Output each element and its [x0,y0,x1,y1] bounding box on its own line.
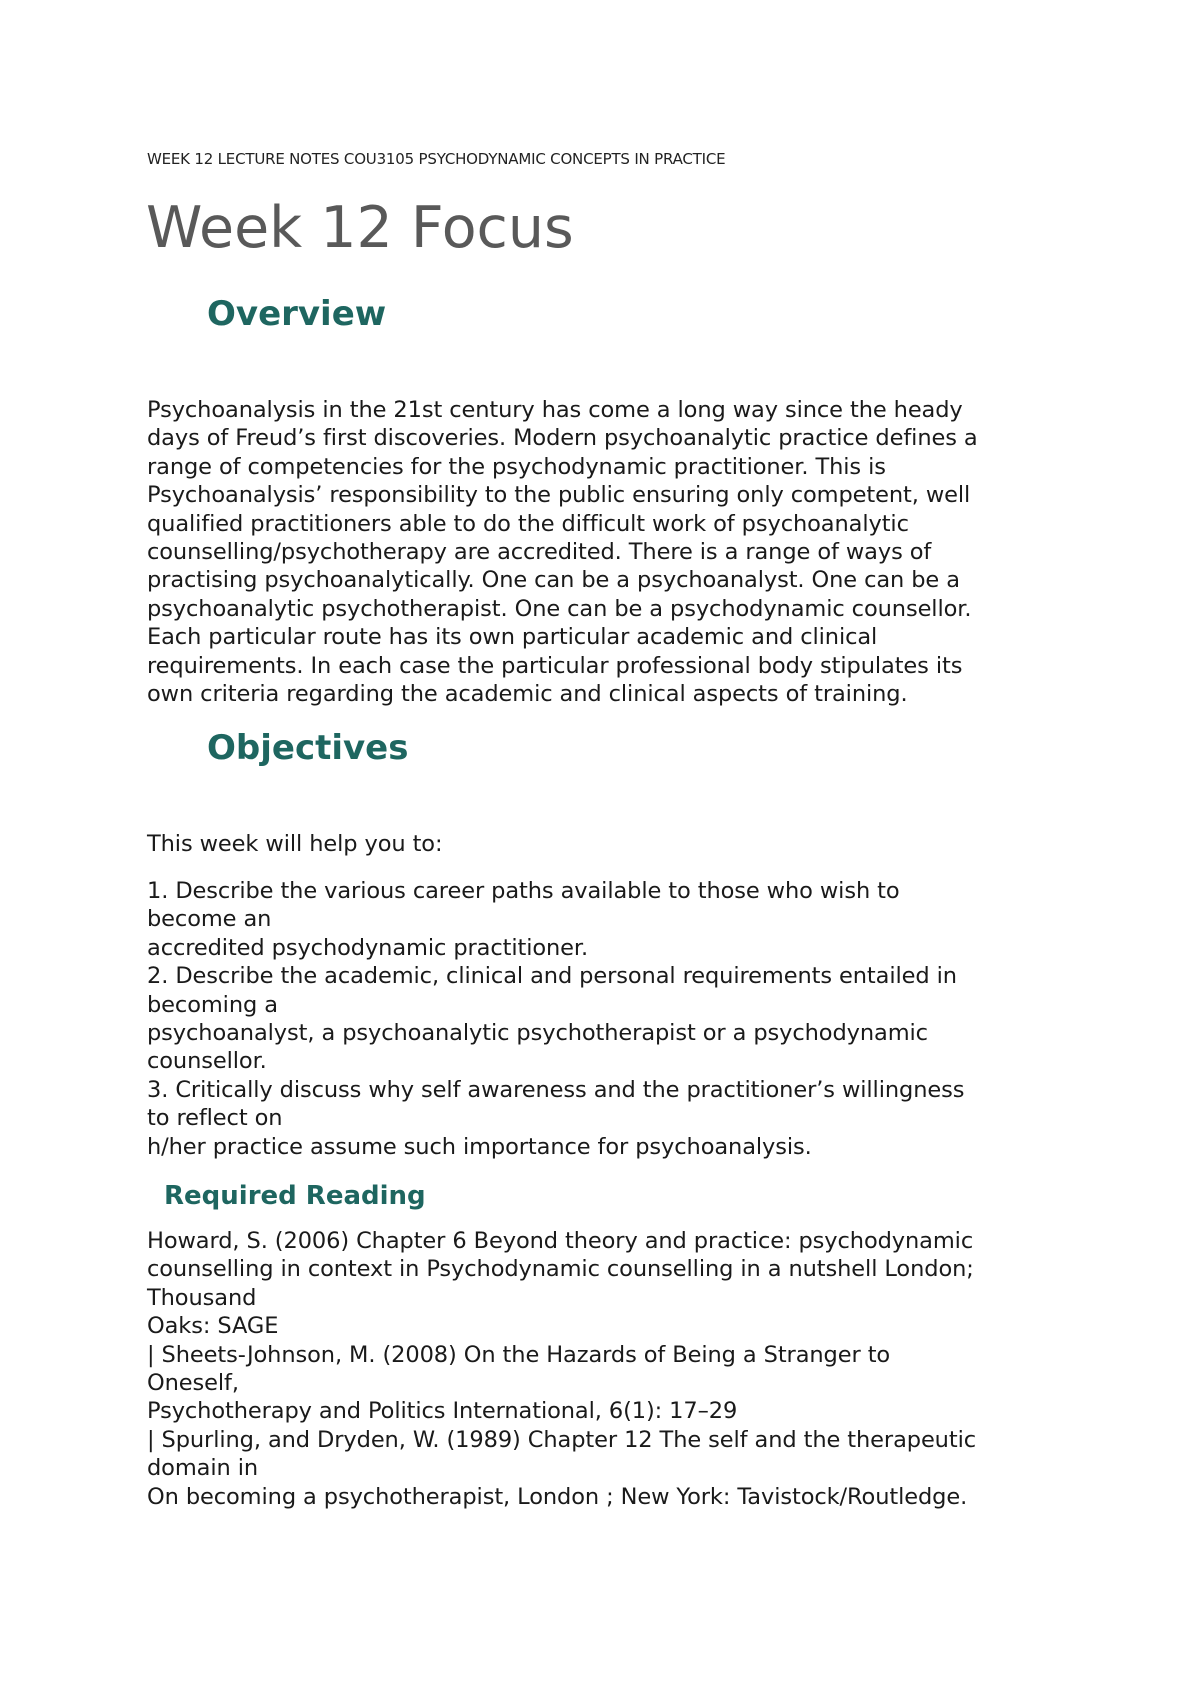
objective-line: 1. Describe the various career paths available to those who wish to [147,878,900,904]
reading-line: Psychotherapy and Politics International, 6(1): 17–29 [147,1398,738,1425]
overview-line: Psychoanalysis’ responsibility to the public ensuring only competent, well [147,482,971,509]
overview-line: practising psychoanalytically. One can be a psychoanalyst. One can be a [147,567,960,594]
overview-line: own criteria regarding the academic and clinical aspects of training. [147,681,908,708]
overview-line: Psychoanalysis in the 21st century has come a long way since the heady [147,397,963,423]
reading-line: | Sheets-Johnson, M. (2008) On the Hazards of Being a Stranger to [147,1341,891,1368]
overview-line: counselling/psychotherapy are accredited. There is a range of ways of [147,539,932,566]
objective-line: psychoanalyst, a psychoanalytic psychotherapist or a psychodynamic [147,1020,928,1047]
overview-line: qualified practitioners able to do the difficult work of psychoanalytic [147,510,909,537]
objective-line: to reflect on [147,1105,283,1132]
overview-line: psychoanalytic psychotherapist. One can be a psychodynamic counsellor. [147,595,972,622]
overview-line: Each particular route has its own particular academic and clinical [147,624,878,651]
objective-line: 3. Critically discuss why self awareness and the practitioner’s willingness [147,1076,965,1103]
document-header: WEEK 12 LECTURE NOTES COU3105 PSYCHODYNAMIC CONCEPTS IN PRACTICE [147,150,726,168]
page-title: Week 12 Focus [146,195,574,261]
reading-line: On becoming a psychotherapist, London ; New York: Tavistock/Routledge. [147,1483,968,1510]
overview-line: requirements. In each case the particular professional body stipulates its [147,652,963,679]
reading-line: Howard, S. (2006) Chapter 6 Beyond theory and practice: psychodynamic [147,1228,974,1254]
objectives-list [147,877,1077,1161]
objective-line: become an [147,906,272,933]
reading-line: Oneself, [147,1370,239,1397]
overview-line: range of competencies for the psychodynamic practitioner. This is [147,453,886,480]
overview-heading: Overview [207,294,387,334]
objective-line: h/her practice assume such importance for psychoanalysis. [147,1133,812,1160]
overview-line: days of Freud’s first discoveries. Modern psychoanalytic practice defines a [147,425,978,452]
reading-line: counselling in context in Psychodynamic counselling in a nutshell London; [147,1256,974,1283]
reading-list [147,1227,1077,1511]
objective-line: becoming a [147,991,278,1018]
objective-line: accredited psychodynamic practitioner. [147,934,589,961]
objectives-intro: This week will help you to: [147,831,443,857]
overview-paragraph [147,396,1077,708]
objectives-heading: Objectives [207,728,409,768]
objective-line: counsellor. [147,1048,267,1075]
required-reading-heading: Required Reading [164,1181,426,1211]
objective-line: 2. Describe the academic, clinical and personal requirements entailed in [147,963,957,990]
reading-line: domain in [147,1455,259,1482]
reading-line: Thousand [147,1284,257,1311]
reading-line: | Spurling, and Dryden, W. (1989) Chapter 12 The self and the therapeutic [147,1426,976,1453]
reading-line: Oaks: SAGE [147,1313,279,1340]
